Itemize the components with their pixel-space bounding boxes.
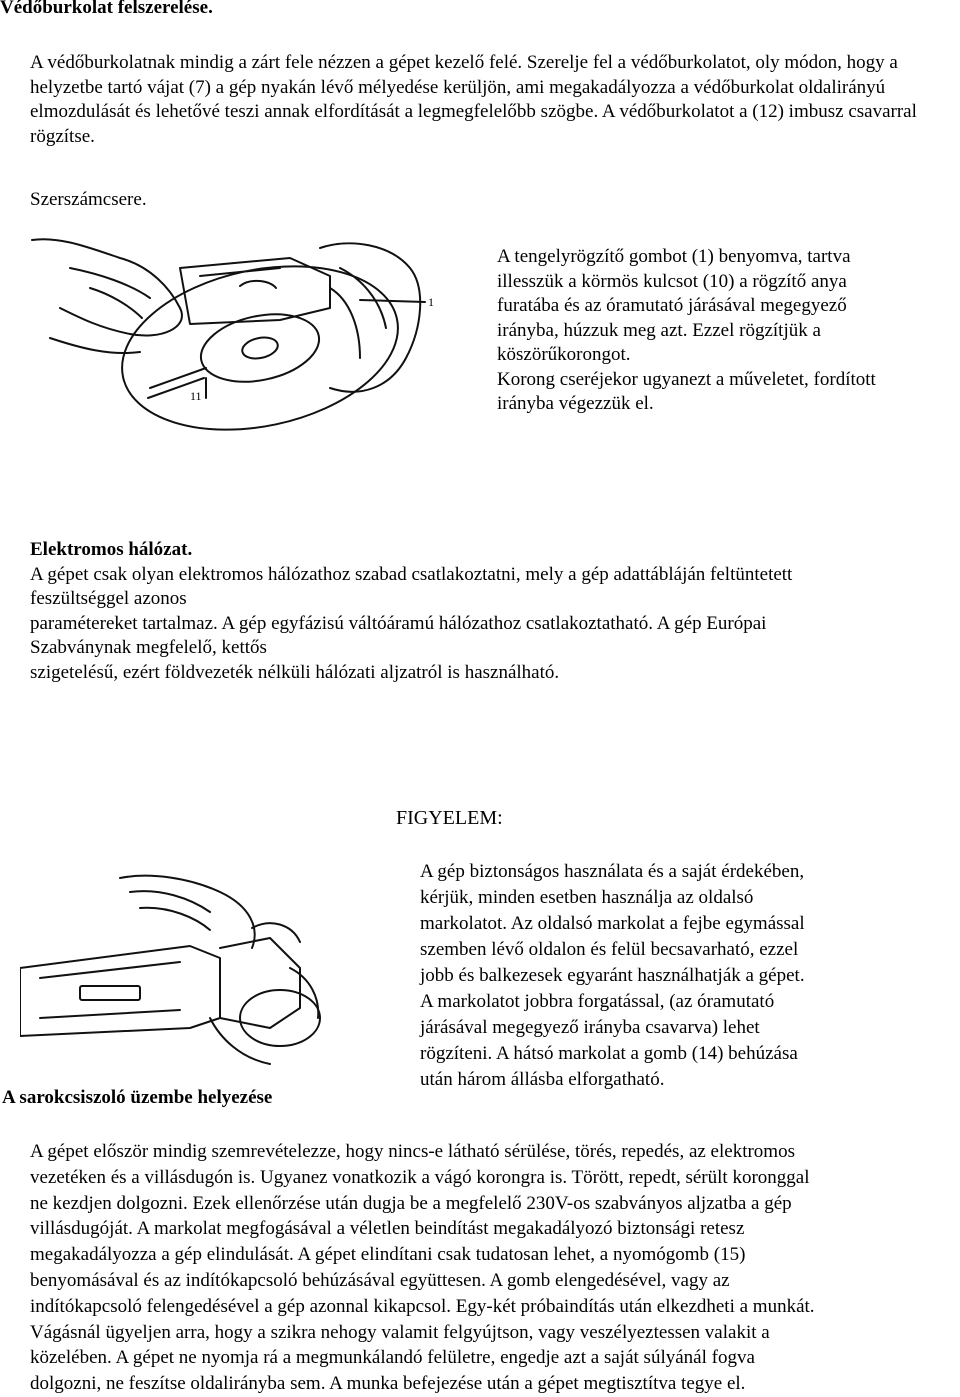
text-line: dolgozni, ne feszítse oldalirányba sem. A munka befejezése után a gépet megtisztítva tegye el. (30, 1373, 746, 1395)
figure-caption: A sarokcsiszoló üzembe helyezése (2, 1087, 273, 1108)
text-line: A gép biztonságos használata és a saját érdekében, (420, 861, 805, 882)
text-line: jobb és balkezesek egyaránt használhatják a gépet. (420, 965, 805, 986)
text-line: paramétereket tartalmaz. A gép egyfázisú váltóáramú hálózathoz csatlakoztatható. A gép Európai (30, 612, 767, 634)
text-line: markolatot. Az oldalsó markolat a fejbe egymással (420, 913, 805, 934)
tool-change-illustration (30, 228, 450, 438)
warning-text (420, 859, 805, 1093)
text-line: indítókapcsoló felengedésével a gép azonnal kikapcsol. Egy-két próbaindítás után elkezdheti a munkát. (30, 1295, 815, 1317)
section-heading-electric: Elektromos hálózat. (30, 539, 193, 560)
grinder-use-illustration (20, 868, 330, 1068)
text-line: szigetelésű, ezért földvezeték nélküli hálózati aljzatról is használható. (30, 661, 560, 683)
text-line: villásdugóját. A markolat megfogásával a véletlen beindítást megakadályozó biztonsági retesz (30, 1218, 745, 1240)
text-line: furatába és az óramutató járásával megegyező (497, 295, 847, 316)
text-line: Vágásnál ügyeljen arra, hogy a szikra nehogy valamit felgyújtson, vagy veszélyeztessen valakit a (30, 1321, 770, 1343)
text-line: A tengelyrögzítő gombot (1) benyomva, tartva (497, 246, 851, 267)
section-heading-guard: Védőburkolat felszerelése. (0, 0, 213, 18)
guard-paragraph: A védőburkolatnak mindig a zárt fele nézzen a gépet kezelő felé. Szerelje fel a védőburkolatot, oly módon, hogy a helyzetbe tartó vájat (7) a gép nyakán lévő mélyedése kerüljön, ami megakadályozza a védőburkolat oldalirányú elmozdulását és lehetővé teszi annak elfordítását a legmegfelelőbb szögbe. A védőburkolatot a (12) imbusz csavarral rögzítse. (30, 52, 917, 147)
text-line: rögzíteni. A hátsó markolat a gomb (14) behúzása (420, 1043, 798, 1064)
text-line: Korong cseréjekor ugyanezt a műveletet, fordított (497, 368, 876, 390)
text-line: köszörűkorongot. (497, 344, 631, 365)
text-line: A gépet csak olyan elektromos hálózathoz szabad csatlakoztatni, mely a gép adattábláján feltüntetett (30, 563, 793, 585)
text-line: járásával megegyező irányba csavarva) lehet (420, 1017, 760, 1038)
text-line: kérjük, minden esetben használja az oldalsó (420, 887, 754, 908)
electric-section (30, 538, 792, 685)
text-line: szemben lévő oldalon és felül becsavarható, ezzel (420, 939, 799, 960)
section-heading-tool-change: Szerszámcsere. (30, 189, 147, 210)
figure-label-1: 1 (428, 295, 434, 309)
text-line: illesszük a körmös kulcsot (10) a rögzítő anya (497, 270, 847, 292)
text-line: A markolatot jobbra forgatással, (az óramutató (420, 991, 775, 1012)
text-line: vezetéken és a villásdugón is. Ugyanez vonatkozik a vágó korongra is. Törött, repedt, sérült koronggal (30, 1166, 810, 1188)
text-line: közelében. A gépet ne nyomja rá a megmunkálandó felületre, engedje azt a saját súlyánál fogva (30, 1347, 755, 1369)
text-line: benyomásával és az indítókapcsoló behúzásával együttesen. A gomb elengedésével, vagy az (30, 1269, 730, 1291)
warning-heading: FIGYELEM: (396, 807, 503, 829)
tool-change-text (497, 245, 876, 417)
figure-label-11: 11 (190, 389, 202, 403)
text-line: feszültséggel azonos (30, 588, 187, 609)
text-line: ne kezdjen dolgozni. Ezek ellenőrzése után dugja be a megfelelő 230V-os szabványos aljzatba a gép (30, 1192, 792, 1214)
text-line: irányba végezzük el. (497, 393, 654, 414)
text-line: Szabványnak megfelelő, kettős (30, 637, 267, 658)
text-line: megakadályozza a gép elindulását. A gépet elindítani csak tudatosan lehet, a nyomógomb (15) (30, 1244, 746, 1266)
text-line: A gépet először mindig szemrevételezze, hogy nincs-e látható sérülése, törés, repedés, az elektromos (30, 1141, 795, 1162)
text-line: után három állásba elforgatható. (420, 1069, 665, 1090)
text-line: irányba, húzzuk meg azt. Ezzel rögzítjük a (497, 319, 821, 341)
safety-paragraph (30, 1139, 815, 1397)
